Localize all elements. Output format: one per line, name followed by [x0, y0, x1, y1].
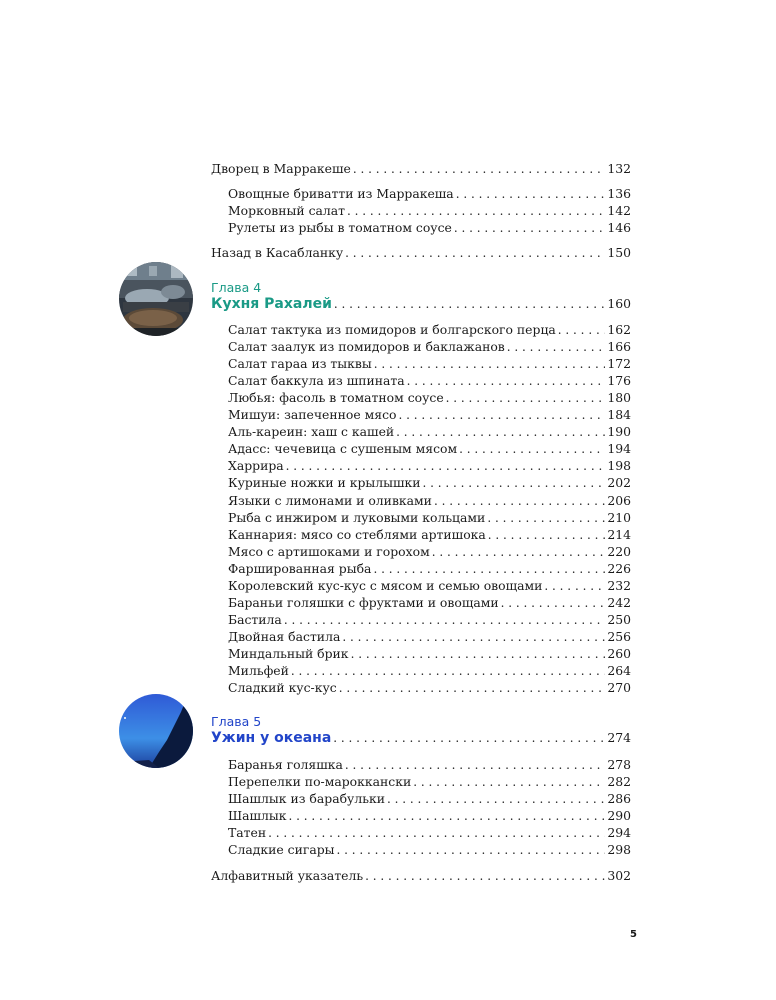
toc-entry-title: Морковный салат [228, 203, 346, 218]
toc-entry-title: Дворец в Марракеше [211, 161, 351, 176]
dot-leader [488, 527, 606, 543]
toc-entry-title: Сладкие сигары [228, 842, 335, 857]
chapter4-label: Глава 4 [211, 280, 262, 295]
dot-leader [459, 441, 605, 457]
toc-entry[interactable] [228, 458, 631, 474]
toc-entry-page: 206 [607, 492, 631, 508]
dot-leader [413, 774, 605, 790]
toc-entry-page: 270 [607, 680, 631, 696]
toc-entry-title: Рулеты из рыбы в томатном соусе [228, 220, 452, 235]
toc-entry[interactable] [228, 561, 631, 577]
toc-entry-page: 162 [607, 322, 631, 337]
dot-leader [432, 544, 606, 560]
toc-entry-page: 226 [607, 560, 631, 576]
toc-entry-page: 150 [607, 245, 631, 260]
toc-entry-page: 298 [607, 842, 631, 857]
dot-leader [286, 458, 606, 474]
toc-entry[interactable] [228, 629, 631, 645]
toc-entry[interactable] [228, 186, 631, 202]
toc-entry-title: Овощные бриватти из Марракеша [228, 186, 454, 201]
toc-entry-page: 232 [607, 577, 631, 593]
dot-leader [423, 475, 606, 491]
chapter5-page: 274 [607, 730, 631, 745]
dot-leader [454, 220, 605, 236]
toc-entry-title: Баранья голяшка [228, 757, 343, 772]
toc-entry[interactable] [228, 322, 631, 338]
toc-entry-casablanca[interactable] [211, 245, 631, 261]
dot-leader [342, 629, 605, 645]
toc-entry-marrakesh-palace[interactable] [211, 161, 631, 177]
toc-entry-title: Салат баккула из шпината [228, 373, 405, 389]
dot-leader [334, 296, 605, 312]
toc-entry-title: Алфавитный указатель [211, 868, 364, 883]
toc-entry-title: Мясо с артишоками и горохом [228, 543, 430, 559]
dot-leader [487, 510, 605, 526]
toc-entry-page: 250 [607, 611, 631, 627]
toc-entry[interactable] [228, 356, 631, 372]
toc-entry-page: 180 [607, 390, 631, 406]
dot-leader [284, 612, 606, 628]
toc-entry-page: 194 [607, 441, 631, 457]
toc-entry-title: Аль-кареин: хаш с кашей [228, 424, 395, 440]
dot-leader [374, 356, 606, 372]
dot-leader [339, 680, 606, 696]
toc-entry-title: Татен [228, 825, 267, 840]
toc-entry-page: 220 [607, 543, 631, 559]
toc-entry-page: 210 [607, 509, 631, 525]
toc-entry-title: Харрира [228, 458, 284, 474]
toc-entry-title: Шашлык [228, 808, 287, 823]
toc-entry-title: Мишуи: запеченное мясо [228, 407, 397, 423]
dot-leader [434, 493, 605, 509]
toc-entry-page: 294 [607, 825, 631, 840]
toc-entry-page: 142 [607, 203, 631, 218]
dot-leader [345, 757, 605, 773]
toc-entry-title: Шашлык из барабульки [228, 791, 385, 806]
chapter5-title: Ужин у океана [211, 730, 332, 746]
toc-entry[interactable] [228, 612, 631, 628]
toc-entry-title: Куриные ножки и крылышки [228, 475, 421, 491]
toc-entry[interactable] [228, 646, 631, 662]
toc-entry[interactable] [228, 808, 631, 824]
toc-entry-title: Назад в Касабланку [211, 245, 344, 260]
toc-entry-page: 286 [607, 791, 631, 806]
dot-leader [396, 424, 605, 440]
dot-leader [544, 578, 605, 594]
toc-entry-title: Фаршированная рыба [228, 560, 372, 576]
toc-entry[interactable] [228, 493, 631, 509]
dot-leader [558, 322, 606, 338]
dot-leader [373, 561, 605, 577]
toc-entry-page: 184 [607, 407, 631, 423]
toc-entry[interactable] [228, 663, 631, 679]
toc-entry-title: Салат тактука из помидоров и болгарского перца [228, 322, 556, 337]
toc-entry-page: 132 [607, 161, 631, 176]
toc-entry[interactable] [228, 578, 631, 594]
toc-entry-title: Любья: фасоль в томатном соусе [228, 390, 444, 406]
toc-entry[interactable] [228, 203, 631, 219]
toc-entry-page: 172 [607, 356, 631, 372]
chapter4-page: 160 [607, 296, 631, 311]
toc-entry-page: 136 [607, 186, 631, 201]
toc-entry-title: Двойная бастила [228, 628, 341, 644]
chapter4-kitchen-photo [119, 262, 193, 336]
toc-entry-title: Перепелки по-мароккански [228, 774, 412, 789]
toc-entry-page: 278 [607, 757, 631, 772]
toc-entry-page: 214 [607, 526, 631, 542]
toc-entry-page: 190 [607, 424, 631, 440]
toc-entry-title: Языки с лимонами и оливками [228, 492, 432, 508]
dot-leader [399, 407, 606, 423]
dot-leader [347, 203, 605, 219]
toc-entry-title: Рыба с инжиром и луковыми кольцами [228, 509, 486, 525]
toc-entry[interactable] [228, 842, 631, 858]
toc-entry[interactable] [228, 595, 631, 611]
dot-leader [289, 808, 606, 824]
toc-entry-page: 202 [607, 475, 631, 491]
toc-entry[interactable] [228, 774, 631, 790]
dot-leader [345, 245, 605, 261]
toc-entry[interactable] [228, 527, 631, 543]
toc-entry-page: 166 [607, 339, 631, 355]
toc-entry-page: 260 [607, 645, 631, 661]
toc-entry[interactable] [228, 407, 631, 423]
toc-entry[interactable] [228, 220, 631, 236]
dot-leader [387, 791, 605, 807]
toc-entry-title: Миндальный брик [228, 645, 349, 661]
toc-entry-title: Салат заалук из помидоров и баклажанов [228, 339, 505, 355]
toc-entry[interactable] [228, 373, 631, 389]
dot-leader [507, 339, 606, 355]
toc-entry-page: 282 [607, 774, 631, 789]
toc-entry-page: 176 [607, 373, 631, 389]
toc-entry-page: 242 [607, 594, 631, 610]
chapter5-ocean-photo [119, 694, 193, 768]
toc-entry[interactable] [228, 390, 631, 406]
toc-entry[interactable] [228, 791, 631, 807]
toc-entry[interactable] [228, 475, 631, 491]
chapter4-title: Кухня Рахалей [211, 296, 332, 312]
toc-entry-title: Королевский кус-кус с мясом и семью овощами [228, 577, 543, 593]
toc-entry-title: Бараньи голяшки с фруктами и овощами [228, 594, 499, 610]
chapter4-heading[interactable] [211, 296, 631, 312]
toc-entry[interactable] [228, 680, 631, 696]
dot-leader [446, 390, 606, 406]
dot-leader [407, 373, 606, 389]
chapter5-heading[interactable] [211, 730, 631, 746]
dot-leader [351, 646, 606, 662]
toc-entry[interactable] [228, 339, 631, 355]
toc-entry[interactable] [228, 544, 631, 560]
toc-entry-index[interactable] [211, 868, 631, 884]
toc-entry-title: Адасс: чечевица с сушеным мясом [228, 441, 458, 457]
dot-leader [456, 186, 606, 202]
toc-entry[interactable] [228, 441, 631, 457]
toc-entry-title: Сладкий кус-кус [228, 680, 337, 696]
toc-entry-title: Бастила [228, 611, 282, 627]
toc-entry-title: Салат гараа из тыквы [228, 356, 372, 372]
toc-entry[interactable] [228, 510, 631, 526]
dot-leader [333, 730, 605, 746]
dot-leader [501, 595, 606, 611]
page-number: 5 [630, 929, 637, 940]
toc-entry[interactable] [228, 757, 631, 773]
dot-leader [365, 868, 605, 884]
dot-leader [291, 663, 605, 679]
toc-entry-page: 146 [607, 220, 631, 235]
toc-entry[interactable] [228, 424, 631, 440]
toc-entry-page: 290 [607, 808, 631, 823]
chapter5-label: Глава 5 [211, 714, 262, 729]
toc-entry-page: 264 [607, 663, 631, 678]
toc-entry-title: Мильфей [228, 663, 289, 678]
toc-entry-title: Каннария: мясо со стеблями артишока [228, 526, 486, 542]
toc-entry-page: 256 [607, 628, 631, 644]
dot-leader [353, 161, 605, 177]
toc-entry[interactable] [228, 825, 631, 841]
toc-entry-page: 302 [607, 868, 631, 883]
toc-entry-page: 198 [607, 458, 631, 474]
dot-leader [268, 825, 605, 841]
dot-leader [337, 842, 606, 858]
